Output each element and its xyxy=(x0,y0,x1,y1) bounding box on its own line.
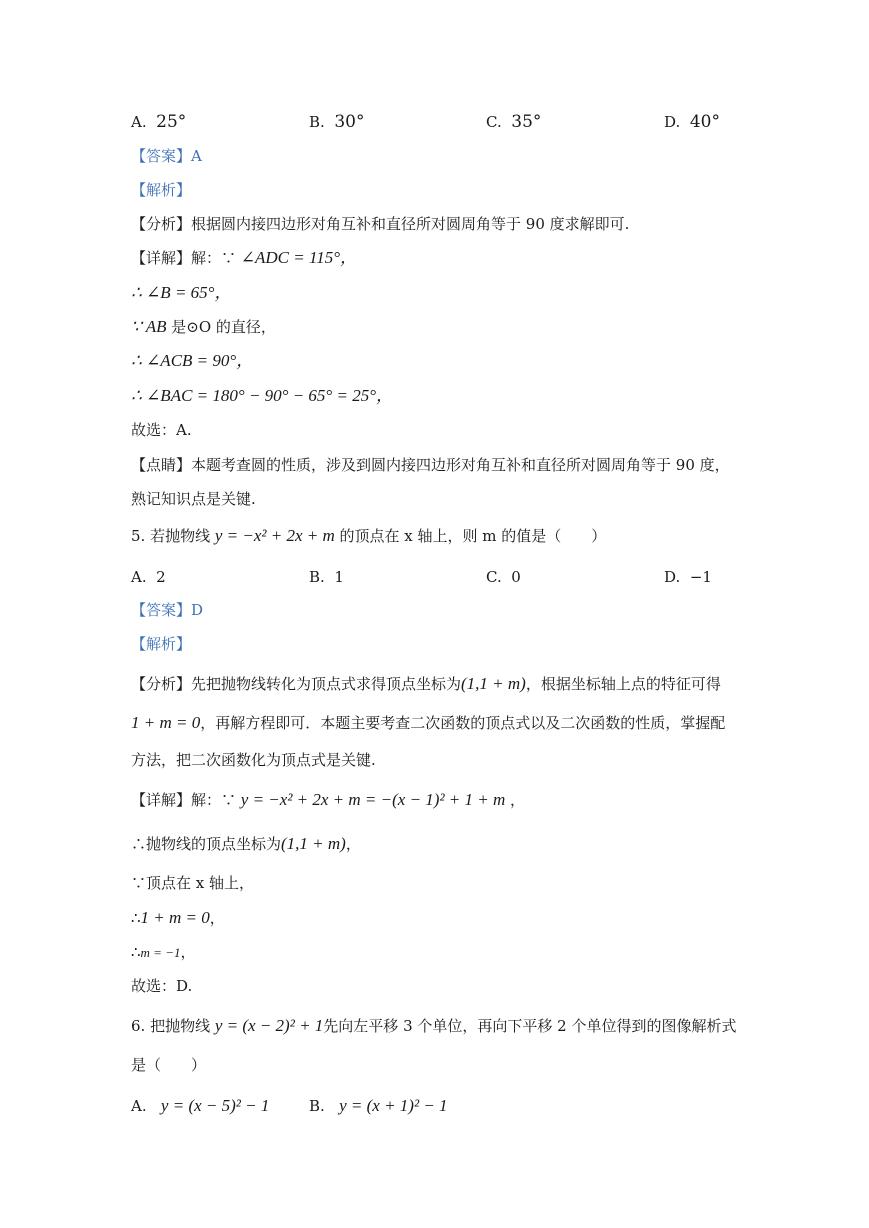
option-d xyxy=(664,112,720,132)
option-letter: D. xyxy=(664,113,681,131)
text: ， xyxy=(180,943,196,961)
formula-line: ∴ ∠B = 65°， xyxy=(131,283,232,302)
option-b xyxy=(309,1096,448,1116)
analysis-label: 【解析】 xyxy=(131,181,192,199)
answer-label: 【答案】A xyxy=(131,147,202,165)
comment-text: 熟记知识点是关键. xyxy=(131,490,256,508)
choose-text: 故选：D. xyxy=(131,977,193,995)
formula: ∠ADC = 115°， xyxy=(240,248,358,267)
option-value: 2 xyxy=(156,568,166,586)
text: ，再解方程即可．本题主要考查二次函数的顶点式以及二次函数的性质，掌握配 xyxy=(200,714,726,732)
formula: y = −x² + 2x + m xyxy=(214,526,335,545)
option-letter: B. xyxy=(309,1097,325,1115)
formula: y = (x − 2)² + 1 xyxy=(214,1016,324,1035)
question-stem xyxy=(131,1016,736,1036)
option-b xyxy=(309,567,344,587)
formula: (1,1 + m) xyxy=(281,834,346,853)
analysis-text xyxy=(131,674,721,694)
text: 【分析】先把抛物线转化为顶点式求得顶点坐标为 xyxy=(131,675,462,693)
answer-label: 【答案】D xyxy=(131,601,204,619)
detail-step xyxy=(131,942,196,963)
formula: 1 + m = 0 xyxy=(140,908,210,927)
formula: y = −x² + 2x + m = −(x − 1)² + 1 + m xyxy=(240,790,506,809)
option-letter: A. xyxy=(131,113,147,131)
text: ∴ xyxy=(131,909,141,927)
text: ， xyxy=(505,791,526,809)
option-c xyxy=(486,567,521,587)
option-value: 25° xyxy=(156,112,187,132)
text: 先向左平移 3 个单位，再向下平移 2 个单位得到的图像解析式 xyxy=(323,1017,737,1035)
option-value: 40° xyxy=(689,112,720,132)
option-letter: D. xyxy=(664,568,681,586)
option-a xyxy=(131,1096,269,1116)
detail-step xyxy=(131,248,357,268)
formula: 1 + m = 0 xyxy=(131,713,201,732)
option-c xyxy=(486,112,541,132)
option-letter: C. xyxy=(486,568,502,586)
option-b xyxy=(309,112,364,132)
option-letter: A. xyxy=(131,568,147,586)
formula: m = −1 xyxy=(140,945,181,960)
option-d xyxy=(664,567,712,587)
option-letter: C. xyxy=(486,113,502,131)
question-stem-cont: 是（ ） xyxy=(131,1056,207,1074)
question-stem xyxy=(131,526,606,546)
text: ∴ xyxy=(131,943,141,961)
text: 5. 若抛物线 xyxy=(131,527,215,545)
detail-step xyxy=(131,908,225,928)
text: ∴抛物线的顶点坐标为 xyxy=(131,835,282,853)
detail-step xyxy=(131,790,525,810)
option-a xyxy=(131,112,186,132)
option-letter: B. xyxy=(309,568,325,586)
text: 的顶点在 x 轴上，则 m 的值是（ ） xyxy=(334,527,607,545)
option-value: −1 xyxy=(689,568,712,586)
text: ， xyxy=(345,835,361,853)
comment-text: 【点睛】本题考查圆的性质，涉及到圆内接四边形对角互补和直径所对圆周角等于 90 度， xyxy=(131,456,730,474)
detail-prefix: 【详解】解：∵ xyxy=(131,249,241,267)
option-value: y = (x − 5)² − 1 xyxy=(160,1096,270,1115)
analysis-text xyxy=(131,713,725,733)
formula: ∵ AB xyxy=(131,317,167,336)
analysis-text: 方法，把二次函数化为顶点式是关键. xyxy=(131,751,376,769)
choose-text: 故选：A. xyxy=(131,421,192,439)
formula: (1,1 + m) xyxy=(461,674,526,693)
detail-step xyxy=(131,834,361,854)
detail-step xyxy=(131,317,276,337)
option-value: y = (x + 1)² − 1 xyxy=(339,1096,448,1115)
option-value: 1 xyxy=(334,568,344,586)
text: 【详解】解：∵ xyxy=(131,791,241,809)
option-value: 0 xyxy=(511,568,521,586)
option-value: 35° xyxy=(511,112,542,132)
option-a xyxy=(131,567,166,587)
analysis-text: 【分析】根据圆内接四边形对角互补和直径所对圆周角等于 90 度求解即可. xyxy=(131,215,630,233)
formula-line: ∴ ∠ACB = 90°， xyxy=(131,351,254,370)
option-value: 30° xyxy=(334,112,365,132)
option-letter: B. xyxy=(309,113,325,131)
detail-step: ∵顶点在 x 轴上， xyxy=(131,874,254,892)
analysis-label: 【解析】 xyxy=(131,635,192,653)
text: 是⊙O 的直径， xyxy=(166,318,276,336)
text: ， xyxy=(209,909,225,927)
formula-line: ∴ ∠BAC = 180° − 90° − 65° = 25°， xyxy=(131,386,393,405)
option-letter: A. xyxy=(131,1097,147,1115)
text: ，根据坐标轴上点的特征可得 xyxy=(525,675,721,693)
text: 6. 把抛物线 xyxy=(131,1017,215,1035)
